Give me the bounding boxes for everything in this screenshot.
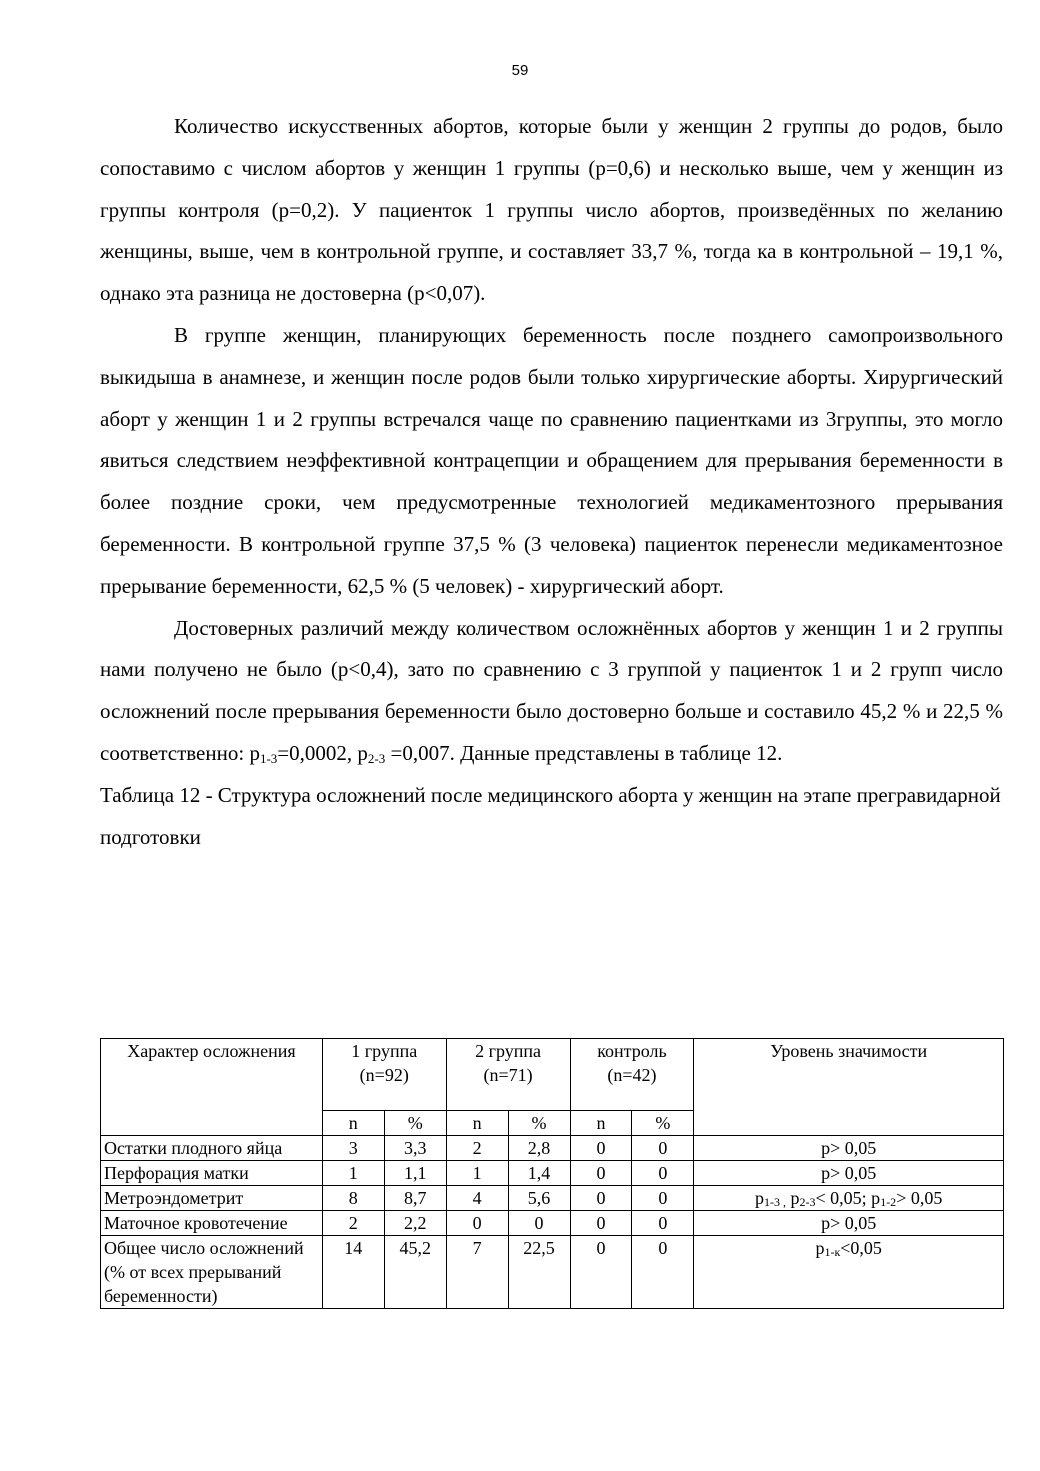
cell-control-percent: 0 [632, 1136, 694, 1161]
cell-significance: p> 0,05 [694, 1136, 1004, 1161]
cell-g1-percent: 3,3 [384, 1136, 446, 1161]
table-header-row [101, 1039, 1004, 1111]
table-row [101, 1211, 1004, 1236]
cell-control-n: 0 [570, 1186, 632, 1211]
cell-g1-n: 2 [322, 1211, 384, 1236]
cell-g1-percent: 45,2 [384, 1236, 446, 1309]
cell-control-n: 0 [570, 1136, 632, 1161]
cell-g1-percent: 1,1 [384, 1161, 446, 1186]
row-label: Перфорация матки [101, 1161, 323, 1186]
subheader-n: n [322, 1111, 384, 1136]
cell-g1-n: 8 [322, 1186, 384, 1211]
cell-significance: p> 0,05 [694, 1161, 1004, 1186]
table-row [101, 1161, 1004, 1186]
subheader-percent: % [384, 1111, 446, 1136]
page-number: 59 [511, 62, 529, 79]
header-complication: Характер осложнения [101, 1039, 323, 1136]
header-significance: Уровень значимости [694, 1039, 1004, 1136]
cell-control-percent: 0 [632, 1186, 694, 1211]
cell-g1-percent: 2,2 [384, 1211, 446, 1236]
cell-g1-n: 14 [322, 1236, 384, 1309]
cell-g2-n: 1 [446, 1161, 508, 1186]
cell-significance: $p_{1-к}<0,05$ [694, 1236, 1004, 1309]
row-label: Остатки плодного яйца [101, 1136, 323, 1161]
cell-g1-percent: 8,7 [384, 1186, 446, 1211]
subheader-n: n [570, 1111, 632, 1136]
table-row [101, 1136, 1004, 1161]
cell-g2-n: 2 [446, 1136, 508, 1161]
cell-control-n: 0 [570, 1211, 632, 1236]
row-label: Метроэндометрит [101, 1186, 323, 1211]
cell-g2-n: 0 [446, 1211, 508, 1236]
cell-g1-n: 3 [322, 1136, 384, 1161]
cell-control-percent: 0 [632, 1236, 694, 1309]
cell-control-n: 0 [570, 1236, 632, 1309]
cell-control-percent: 0 [632, 1161, 694, 1186]
cell-significance: p> 0,05 [694, 1211, 1004, 1236]
cell-g2-percent: 22,5 [508, 1236, 570, 1309]
cell-significance: $p_{1-3 ,}$ $p_{2-3}< 0,05$; $p_{1-2}> 0,05$ [694, 1186, 1004, 1211]
paragraph-1: Количество искусственных абортов, которые были у женщин 2 группы до родов, было сопоставимо с числом абортов у женщин 1 группы (p=0,6) и несколько выше, чем у женщин из группы контроля (p=0,2). У пациенток 1 группы число абортов, произведённых по желанию женщины, выше, чем в контрольной группе, и составляет 33,7 %, тогда ка в контрольной – 19,1 %, однако эта разница не достоверна (p<0,07). [100, 114, 1003, 306]
paragraph-2: В группе женщин, планирующих беременность после позднего самопроизвольного выкидыша в анамнезе, и женщин после родов были только хирургические аборты. Хирургический аборт у женщин 1 и 2 группы встречался чаще по сравнению пациентками из 3группы, это могло явиться следствием неэффективной контрацепции и обращением для прерывания беременности в более поздние сроки, чем предусмотренные технологией медикаментозного прерывания беременности. В контрольной группе 37,5 % (3 человека) пациенток перенесли медикаментозное прерывание беременности, 62,5 % (5 человек) - хирургический аборт. [100, 322, 1003, 598]
body-text [100, 106, 1003, 858]
cell-g2-percent: 0 [508, 1211, 570, 1236]
header-group1: 1 группа (n=92) [322, 1039, 446, 1111]
header-control: контроль (n=42) [570, 1039, 694, 1111]
subheader-percent: % [508, 1111, 570, 1136]
paragraph-3: Достоверных различий между количеством осложнённых абортов у женщин 1 и 2 группы нами получено не было (p<0,4), зато по сравнению с 3 группой у пациенток 1 и 2 групп число осложнений после прерывания беременности было достоверно больше и составило 45,2 % и 22,5 % соответственно: $p_{1-3}=0,0002$, $p_{2-3} =0,007$. Данные представлены в таблице 12. [100, 615, 1003, 766]
cell-g2-n: 7 [446, 1236, 508, 1309]
table-row [101, 1186, 1004, 1211]
cell-g2-percent: 2,8 [508, 1136, 570, 1161]
subheader-percent: % [632, 1111, 694, 1136]
cell-control-n: 0 [570, 1161, 632, 1186]
subheader-n: n [446, 1111, 508, 1136]
cell-g2-percent: 1,4 [508, 1161, 570, 1186]
row-label: Маточное кровотечение [101, 1211, 323, 1236]
table-row [101, 1236, 1004, 1309]
row-label: Общее число осложнений (% от всех прерываний беременности) [101, 1236, 323, 1309]
cell-g2-percent: 5,6 [508, 1186, 570, 1211]
complications-table [100, 1038, 1004, 1309]
cell-control-percent: 0 [632, 1211, 694, 1236]
table-caption: Таблица 12 - Структура осложнений после медицинского аборта у женщин на этапе прегравидарной подготовки [100, 782, 1001, 849]
header-group2: 2 группа (n=71) [446, 1039, 570, 1111]
cell-g2-n: 4 [446, 1186, 508, 1211]
cell-g1-n: 1 [322, 1161, 384, 1186]
